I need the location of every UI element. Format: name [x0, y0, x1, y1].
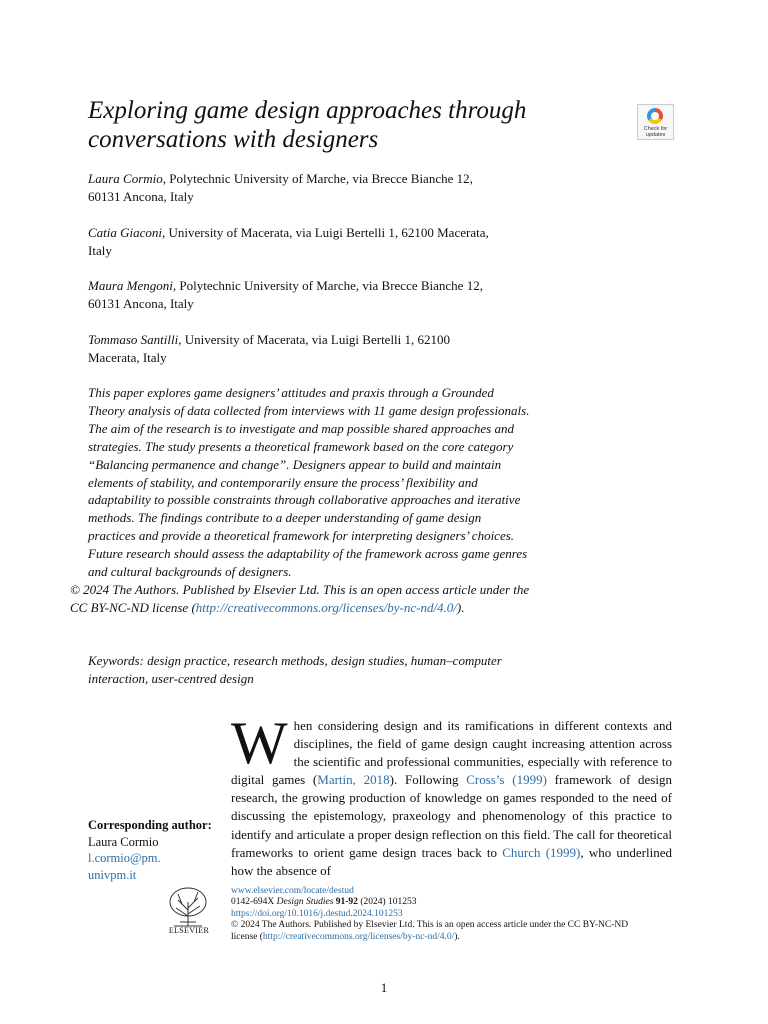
issn: 0142-694X	[231, 897, 277, 908]
affiliation-line-2: Italy	[88, 243, 112, 258]
author-name: Tommaso Santilli	[88, 332, 179, 347]
author-name: Catia Giaconi	[88, 225, 163, 240]
citation-link[interactable]: Cross’s (1999)	[466, 772, 547, 788]
affiliation-line-2: Macerata, Italy	[88, 350, 167, 365]
author-affiliation	[88, 277, 538, 313]
badge-line-1: Check for	[643, 126, 668, 132]
author-affiliation	[88, 331, 538, 367]
footer-license-pre: license (	[231, 931, 263, 942]
affiliation-line-1: , Polytechnic University of Marche, via Brecce Bianche 12,	[162, 171, 473, 186]
footer-copyright-2	[231, 932, 681, 943]
author-name: Maura Mengoni	[88, 278, 173, 293]
doi-link[interactable]: https://doi.org/10.1016/j.destud.2024.101253	[231, 908, 403, 919]
copyright-text: © 2024 The Authors. Published by Elsevier Ltd. This is an open access article under the CC BY-NC-ND license (	[70, 582, 530, 615]
footer-license-post: ).	[454, 931, 460, 942]
copyright-end: ).	[456, 599, 465, 615]
page-number: 1	[380, 980, 388, 995]
body-text-1: hen considering design and its ramifications in different contexts and disciplines, the field of game design caught increasing attention across the scientific and professional communities, especially with reference to digital games (	[231, 718, 672, 788]
copyright-notice	[70, 581, 532, 617]
journal-name: Design Studies	[276, 897, 334, 908]
affiliation-line-1: , University of Macerata, via Luigi Bertelli 1, 62100 Macerata,	[162, 225, 489, 240]
publisher-name: ELSEVIER	[168, 926, 210, 935]
body-text-2: ). Following	[389, 772, 467, 788]
author-name: Laura Cormio	[88, 171, 163, 186]
journal-url[interactable]: www.elsevier.com/locate/destud	[231, 886, 354, 896]
corresponding-label: Corresponding author:	[88, 818, 212, 832]
affiliation-line-2: 60131 Ancona, Italy	[88, 189, 194, 204]
article-title: Exploring game design approaches through conversations with designers	[88, 97, 527, 153]
email-link[interactable]	[88, 850, 223, 883]
article-footer	[231, 886, 681, 943]
affiliation-line-1: , Polytechnic University of Marche, via Brecce Bianche 12,	[172, 278, 483, 293]
email-part-2[interactable]: univpm.it	[88, 867, 137, 882]
corresponding-author	[88, 817, 223, 883]
year-article: (2024) 101253	[357, 897, 417, 908]
email-part-1[interactable]: l.cormio@pm.	[88, 851, 161, 865]
citation-link[interactable]: Martin, 2018	[317, 772, 390, 788]
badge-line-2: updates	[645, 132, 666, 138]
author-affiliation	[88, 224, 538, 260]
footer-license-link[interactable]: http://creativecommons.org/licenses/by-nc-nd/4.0/	[262, 931, 455, 942]
body-text-4: , who underlined how the absence of	[231, 844, 672, 878]
corresponding-name: Laura Cormio	[88, 834, 159, 849]
author-affiliation	[88, 170, 538, 206]
footer-copyright-1: © 2024 The Authors. Published by Elsevier Ltd. This is an open access article under the CC BY-NC-ND	[231, 920, 629, 931]
license-link[interactable]: http://creativecommons.org/licenses/by-nc-nd/4.0/	[195, 599, 457, 615]
citation-link[interactable]: Church (1999)	[502, 844, 581, 860]
issn-line	[231, 897, 681, 908]
affiliation-line-2: 60131 Ancona, Italy	[88, 296, 194, 311]
crossmark-icon	[647, 108, 663, 124]
volume: 91-92	[333, 897, 358, 908]
body-text-3: framework of design research, the growing production of knowledge on games responded to the need of discussing the epistemology, praxeology and phenomenology of this practice to identify and articulate a proper design reflection on this field. The call for theoretical frameworks to orient game design traces back to	[231, 772, 672, 860]
drop-cap: W	[231, 710, 288, 776]
affiliation-line-1: , University of Macerata, via Luigi Bertelli 1, 62100	[178, 332, 451, 347]
abstract: This paper explores game designers’ attitudes and praxis through a Grounded Theory analysis of data collected from interviews with 11 game design professionals. The aim of the research is to investigate and map possible shared approaches and strategies. The study presents a theoretical framework based on the core category “Balancing permanence and change”. Designers appear to build and maintain elements of stability, and contemporarily ensure the process’ flexibility and adaptability to possible constraints through collaborative approaches and iterative methods. The findings contribute to a deeper understanding of game design practices and provide a theoretical framework for interpreting designers’ choices. Future research should assess the adaptability of the framework across game genres and cultural backgrounds of designers.	[88, 385, 530, 580]
check-for-updates-badge[interactable]	[637, 104, 674, 140]
body-paragraph	[231, 710, 672, 880]
keywords: Keywords: design practice, research methods, design studies, human–computer interaction, user-centred design	[88, 653, 502, 686]
